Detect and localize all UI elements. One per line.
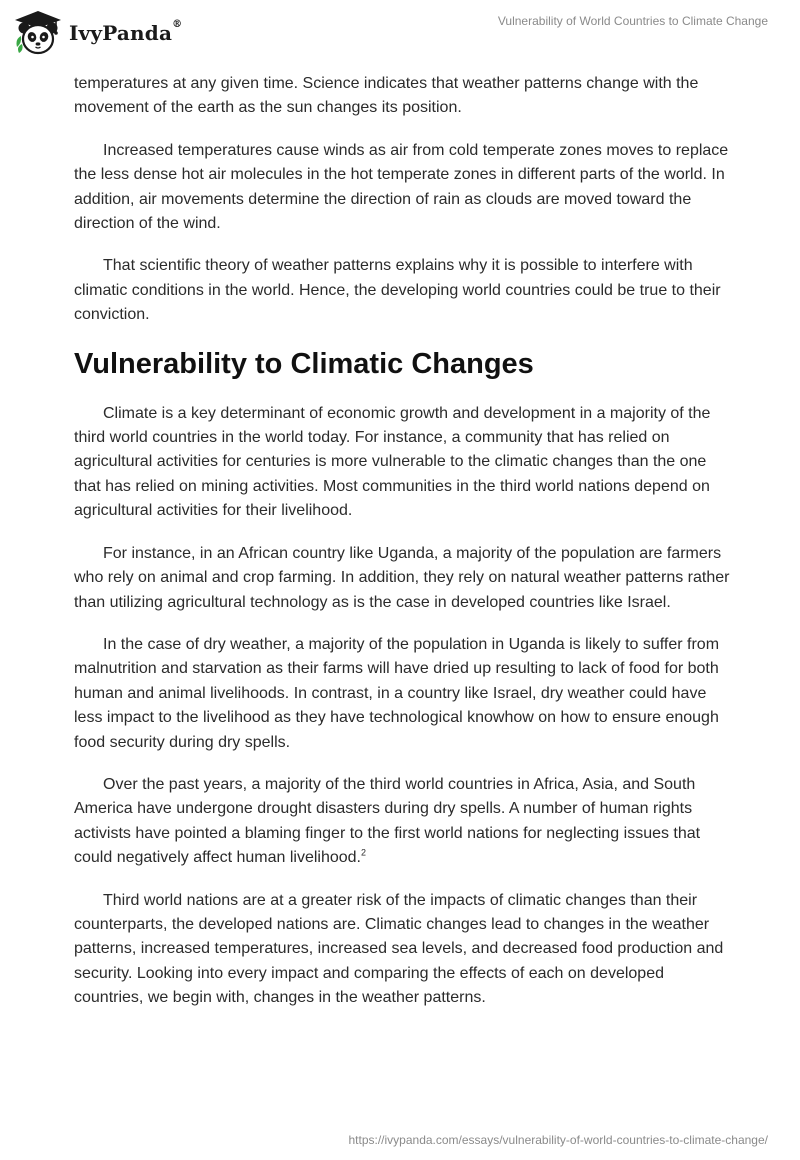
paragraph-with-footnote	[74, 773, 734, 871]
paragraph: In the case of dry weather, a majority of the population in Uganda is likely to suffer from malnutrition and starvation as their farms will have dried up resulting to lack of food for both human and animal livelihoods. In contrast, in a country like Israel, dry weather could have less impact to the livelihood as they have technological knowhow on how to ensure enough food security during dry spells.	[74, 635, 720, 751]
paragraph-continuation: temperatures at any given time. Science indicates that weather patterns change with the movement of the earth as the sun changes its position.	[74, 75, 699, 117]
paragraph: For instance, in an African country like Uganda, a majority of the population are farmers who rely on animal and crop farming. In addition, they rely on natural weather patterns rather than utilizing agricultural technology as is the case in developed countries like Israel.	[74, 544, 730, 611]
paragraph-text: Over the past years, a majority of the third world countries in Africa, Asia, and South America have undergone drought disasters during dry spells. A number of human rights activists have pointed a blaming finger to the first world nations for neglecting issues that could negatively affect human livelihood.	[74, 775, 701, 867]
footnote-reference[interactable]: 2	[361, 847, 367, 858]
document-title: Vulnerability of World Countries to Climate Change	[497, 14, 768, 28]
brand-name: IvyPanda®	[69, 19, 183, 45]
essay-body	[74, 72, 734, 1029]
page-header	[0, 0, 800, 70]
paragraph: That scientific theory of weather patterns explains why it is possible to interfere with climatic conditions in the world. Hence, the developing world countries could be true to their conviction.	[74, 257, 721, 324]
paragraph: Third world nations are at a greater risk of the impacts of climatic changes than their counterparts, the developed nations are. Climatic changes lead to changes in the weather patterns, increased temperatures, increased sea levels, and decreased food production and security. Looking into every impact and comparing the effects of each on developed countries, we begin with, changes in the weather patterns.	[74, 891, 724, 1007]
section-heading: Vulnerability to Climatic Changes	[74, 347, 534, 380]
source-url[interactable]: https://ivypanda.com/essays/vulnerability-of-world-countries-to-climate-change/	[348, 1133, 768, 1147]
ivypanda-logo[interactable]	[13, 8, 182, 58]
paragraph: Increased temperatures cause winds as air from cold temperate zones moves to replace the less dense hot air molecules in the hot temperate zones in different parts of the world. In addition, air movements determine the direction of rain as clouds are moved toward the direction of the wind.	[74, 141, 729, 233]
paragraph: Climate is a key determinant of economic growth and development in a majority of the third world countries in the world today. For instance, a community that has relied on agricultural activities for centuries is more vulnerable to the climatic changes than the one that has relied on mining activities. Most communities in the third world nations depend on agricultural activities for their livelihood.	[74, 404, 711, 520]
panda-graduate-icon	[13, 9, 63, 57]
